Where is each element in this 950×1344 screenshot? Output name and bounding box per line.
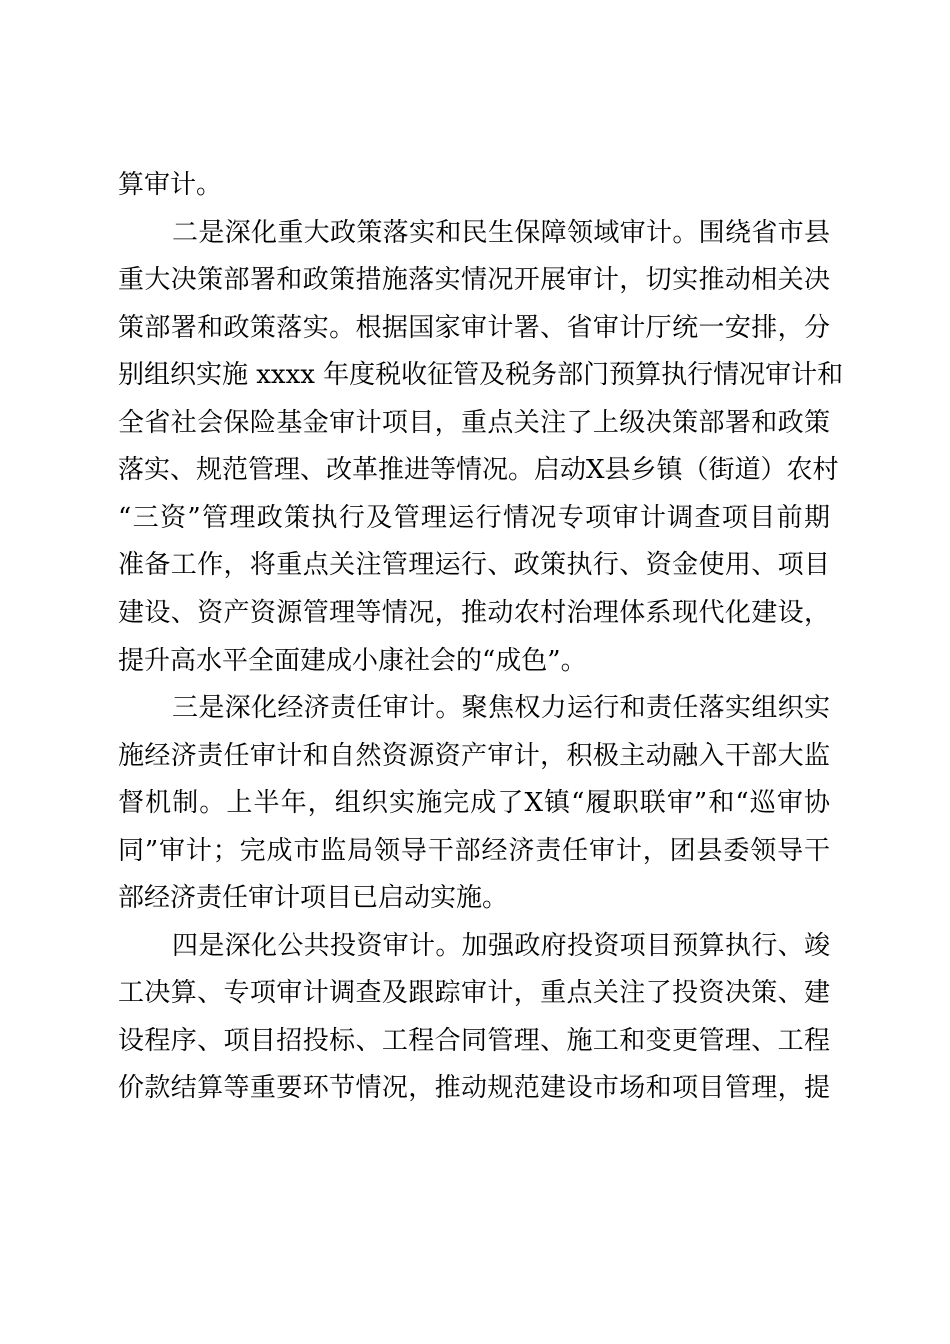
paragraph-first-line: 四是深化公共投资审计。加强政府投资项目预算执行、竣 [172,930,830,961]
paragraph-first-line: 二是深化重大政策落实和民生保障领域审计。围绕省市县 [172,217,830,248]
paragraph-line: 策部署和政策落实。根据国家审计署、省审计厅统一安排，分 [118,312,830,343]
paragraph-line: 准备工作，将重点关注管理运行、政策执行、资金使用、项目 [118,550,830,581]
paragraph-line: 落实、规范管理、改革推进等情况。启动X县乡镇（街道）农村 [118,455,839,486]
paragraph-line: 建设、资产资源管理等情况，推动农村治理体系现代化建设， [118,597,830,628]
paragraph-line: 同”审计；完成市监局领导干部经济责任审计，团县委领导干 [118,835,830,866]
paragraph-line: 设程序、项目招投标、工程合同管理、施工和变更管理、工程 [118,1025,830,1056]
paragraph-line: 部经济责任审计项目已启动实施。 [118,883,509,914]
paragraph-line: 提升高水平全面建成小康社会的“成色”。 [118,645,587,676]
paragraph-line: 重大决策部署和政策措施落实情况开展审计，切实推动相关决 [118,265,830,296]
paragraph-line: 全省社会保险基金审计项目，重点关注了上级决策部署和政策 [118,407,830,438]
paragraph-line: 别组织实施 xxxx 年度税收征管及税务部门预算执行情况审计和 [118,360,844,391]
paragraph-first-line: 三是深化经济责任审计。聚焦权力运行和责任落实组织实 [172,693,830,724]
paragraph-first-line: 算审计。 [118,170,223,200]
paragraph-line: 督机制。上半年，组织实施完成了X镇“履职联审”和“巡审协 [118,788,830,819]
paragraph-line: 施经济责任审计和自然资源资产审计，积极主动融入干部大监 [118,740,830,771]
paragraph-line: 工决算、专项审计调查及跟踪审计，重点关注了投资决策、建 [118,978,830,1009]
paragraph-line: “三资”管理政策执行及管理运行情况专项审计调查项目前期 [118,502,830,533]
paragraph-line: 价款结算等重要环节情况，推动规范建设市场和项目管理，提 [118,1073,830,1104]
